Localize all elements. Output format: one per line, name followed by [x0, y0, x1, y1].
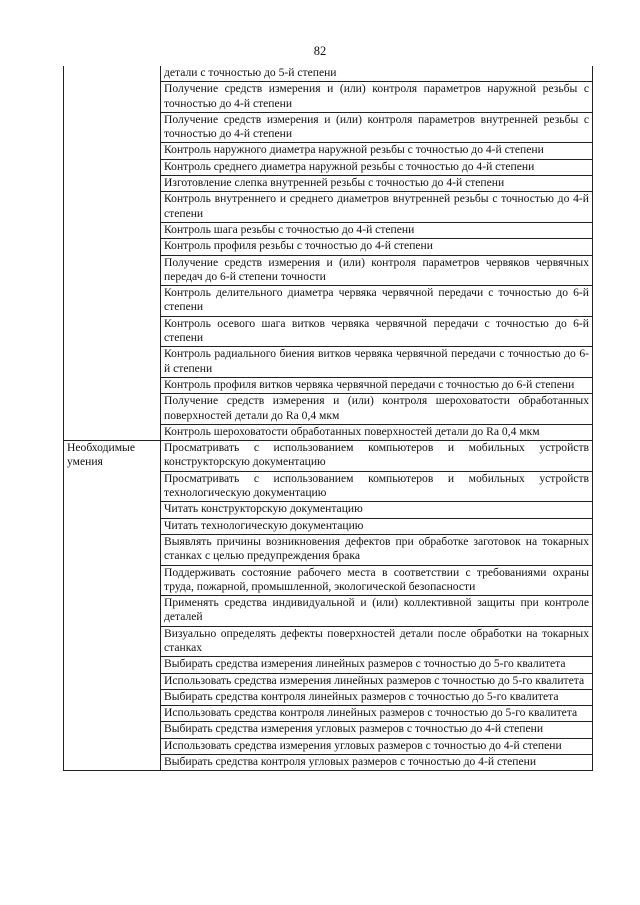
table-cell-text: Контроль осевого шага витков червяка червячной передачи с точностью до 6-й степени [161, 316, 593, 347]
table-cell-text: Получение средств измерения и (или) контроля параметров внутренней резьбы с точностью до 4-й степени [161, 112, 593, 143]
table-cell-text: Просматривать с использованием компьютеров и мобильных устройств конструкторскую документацию [161, 441, 593, 472]
table-cell-text: Читать технологическую документацию [161, 518, 593, 534]
table-cell-text: Изготовление слепка внутренней резьбы с точностью до 4-й степени [161, 176, 593, 192]
section-label: Необходимые умения [64, 441, 161, 771]
table-row [64, 441, 593, 472]
table-cell-text: Выбирать средства измерения угловых размеров с точностью до 4-й степени [161, 722, 593, 738]
table-cell-text: Использовать средства контроля линейных размеров с точностью до 5-го квалитета [161, 706, 593, 722]
table-cell-text: Выявлять причины возникновения дефектов при обработке заготовок на токарных станках с целью предупреждения брака [161, 534, 593, 565]
table-cell-text: Использовать средства измерения линейных размеров с точностью до 5-го квалитета [161, 673, 593, 689]
table-cell-text: Выбирать средства измерения линейных размеров с точностью до 5-го квалитета [161, 657, 593, 673]
table-cell-text: Выбирать средства контроля угловых размеров с точностью до 4-й степени [161, 755, 593, 771]
table-cell-text: Выбирать средства контроля линейных размеров с точностью до 5-го квалитета [161, 689, 593, 705]
section-label [64, 66, 161, 441]
table-cell-text: Контроль шага резьбы с точностью до 4-й степени [161, 222, 593, 238]
table-cell-text: детали с точностью до 5-й степени [161, 66, 593, 82]
table-cell-text: Контроль радиального биения витков червяка червячной передачи с точностью до 6-й степени [161, 347, 593, 378]
table-cell-text: Читать конструкторскую документацию [161, 502, 593, 518]
page-number: 82 [313, 44, 327, 58]
table-row [64, 66, 593, 82]
table-cell-text: Применять средства индивидуальной и (или) коллективной защиты при контроле деталей [161, 596, 593, 627]
table-cell-text: Контроль делительного диаметра червяка червячной передачи с точностью до 6-й степени [161, 286, 593, 317]
table-cell-text: Контроль внутреннего и среднего диаметров внутренней резьбы с точностью до 4-й степени [161, 192, 593, 223]
table-cell-text: Контроль профиля резьбы с точностью до 4-й степени [161, 239, 593, 255]
table-cell-text: Контроль профиля витков червяка червячной передачи с точностью до 6-й степени [161, 377, 593, 393]
table-cell-text: Поддерживать состояние рабочего места в соответствии с требованиями охраны труда, пожарной, промышленной, экологической безопасности [161, 565, 593, 596]
table-cell-text: Получение средств измерения и (или) контроля параметров наружной резьбы с точностью до 4-й степени [161, 82, 593, 113]
table-cell-text: Использовать средства измерения угловых размеров с точностью до 4-й степени [161, 738, 593, 754]
table-body [64, 66, 593, 771]
table-cell-text: Контроль наружного диаметра наружной резьбы с точностью до 4-й степени [161, 143, 593, 159]
table-cell-text: Получение средств измерения и (или) контроля шероховатости обработанных поверхностей детали до Ra 0,4 мкм [161, 394, 593, 425]
table-cell-text: Контроль шероховатости обработанных поверхностей детали до Ra 0,4 мкм [161, 424, 593, 440]
table-cell-text: Получение средств измерения и (или) контроля параметров червяков червячных передач до 6-й степени точности [161, 255, 593, 286]
requirements-table [63, 66, 593, 771]
table-cell-text: Визуально определять дефекты поверхностей детали после обработки на токарных станках [161, 626, 593, 657]
table-cell-text: Контроль среднего диаметра наружной резьбы с точностью до 4-й степени [161, 159, 593, 175]
table-cell-text: Просматривать с использованием компьютеров и мобильных устройств технологическую документацию [161, 471, 593, 502]
